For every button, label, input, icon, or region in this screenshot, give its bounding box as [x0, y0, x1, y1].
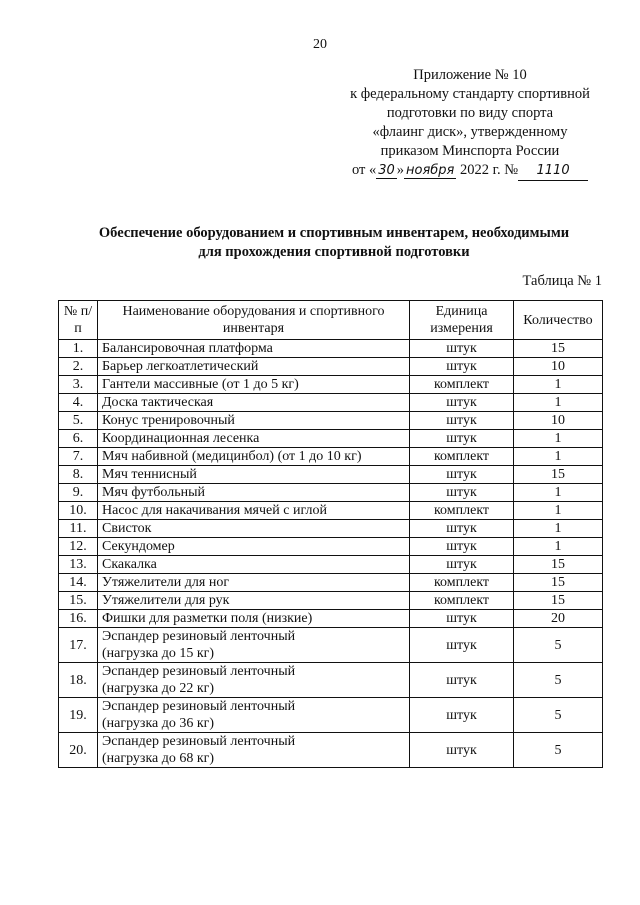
title-line-2: для прохождения спортивной подготовки: [198, 244, 470, 260]
handwritten-day: 30: [378, 163, 395, 178]
row-name: Насос для накачивания мячей с иглой: [98, 502, 410, 520]
table-label: Таблица № 1: [522, 273, 602, 289]
row-qty: 1: [514, 448, 603, 466]
row-num: 8.: [59, 466, 98, 484]
row-num: 14.: [59, 574, 98, 592]
header-num: № п/п: [59, 301, 98, 340]
handwritten-order-number: 1110: [518, 161, 588, 181]
appendix-line-4: «флаинг диск», утвержденному: [372, 124, 568, 140]
table-row: [59, 520, 603, 538]
row-name-line-2: (нагрузка до 68 кг): [102, 751, 215, 766]
row-unit: штук: [410, 484, 514, 502]
row-qty: 5: [514, 698, 603, 733]
date-mid: »: [396, 162, 405, 178]
row-num: 19.: [59, 698, 98, 733]
row-qty: 1: [514, 538, 603, 556]
row-unit: штук: [410, 412, 514, 430]
header-name: Наименование оборудования и спортивного инвентаря: [98, 301, 410, 340]
row-unit: штук: [410, 520, 514, 538]
row-name: Скакалка: [98, 556, 410, 574]
row-name: Утяжелители для рук: [98, 592, 410, 610]
table-row: [59, 698, 603, 733]
table-header-row: [59, 301, 603, 340]
row-unit: комплект: [410, 502, 514, 520]
date-prefix: от «: [351, 162, 377, 178]
table-row: [59, 484, 603, 502]
row-name: Мяч футбольный: [98, 484, 410, 502]
row-num: 6.: [59, 430, 98, 448]
table-row: [59, 556, 603, 574]
row-unit: комплект: [410, 574, 514, 592]
table-row: [59, 663, 603, 698]
row-unit: штук: [410, 556, 514, 574]
row-name: Координационная лесенка: [98, 430, 410, 448]
table-row: [59, 610, 603, 628]
row-name: Гантели массивные (от 1 до 5 кг): [98, 376, 410, 394]
handwritten-month: ноября: [406, 163, 455, 178]
row-name: Мяч теннисный: [98, 466, 410, 484]
row-qty: 10: [514, 412, 603, 430]
row-name: Утяжелители для ног: [98, 574, 410, 592]
date-year: 2022 г. №: [460, 162, 519, 178]
title-line-1: Обеспечение оборудованием и спортивным инвентарем, необходимыми: [98, 225, 570, 241]
row-num: 3.: [59, 376, 98, 394]
row-name: [98, 733, 410, 768]
equipment-table: [58, 300, 603, 768]
table-row: [59, 430, 603, 448]
row-qty: 10: [514, 358, 603, 376]
row-num: 5.: [59, 412, 98, 430]
row-name-line-1: Эспандер резиновый ленточный: [102, 629, 296, 644]
table-row: [59, 340, 603, 358]
table-row: [59, 358, 603, 376]
appendix-block: [310, 66, 630, 181]
row-num: 13.: [59, 556, 98, 574]
row-unit: штук: [410, 733, 514, 768]
row-name: Фишки для разметки поля (низкие): [98, 610, 410, 628]
row-name: Секундомер: [98, 538, 410, 556]
row-qty: 1: [514, 376, 603, 394]
row-unit: штук: [410, 698, 514, 733]
row-num: 18.: [59, 663, 98, 698]
row-qty: 15: [514, 592, 603, 610]
table-row: [59, 394, 603, 412]
row-num: 11.: [59, 520, 98, 538]
appendix-date-line: [310, 161, 630, 181]
row-num: 2.: [59, 358, 98, 376]
row-qty: 15: [514, 574, 603, 592]
row-num: 1.: [59, 340, 98, 358]
row-unit: штук: [410, 466, 514, 484]
page-number: 20: [313, 37, 327, 52]
document-title: [60, 224, 608, 262]
row-qty: 15: [514, 466, 603, 484]
row-name: [98, 663, 410, 698]
row-unit: комплект: [410, 376, 514, 394]
appendix-line-3: подготовки по виду спорта: [386, 105, 554, 121]
table-row: [59, 538, 603, 556]
row-num: 9.: [59, 484, 98, 502]
row-unit: штук: [410, 430, 514, 448]
table-row: [59, 574, 603, 592]
appendix-line-5: приказом Минспорта России: [380, 143, 560, 159]
row-qty: 5: [514, 733, 603, 768]
row-qty: 15: [514, 556, 603, 574]
row-name: [98, 628, 410, 663]
row-name: Конус тренировочный: [98, 412, 410, 430]
row-name-line-1: Эспандер резиновый ленточный: [102, 664, 296, 679]
row-num: 12.: [59, 538, 98, 556]
table-row: [59, 592, 603, 610]
row-qty: 1: [514, 394, 603, 412]
row-name: Барьер легкоатлетический: [98, 358, 410, 376]
row-name: Мяч набивной (медицинбол) (от 1 до 10 кг): [98, 448, 410, 466]
row-num: 20.: [59, 733, 98, 768]
header-unit: Единица измерения: [410, 301, 514, 340]
table-row: [59, 466, 603, 484]
appendix-line-1: Приложение № 10: [413, 67, 527, 83]
table-row: [59, 448, 603, 466]
row-name: Доска тактическая: [98, 394, 410, 412]
row-unit: штук: [410, 340, 514, 358]
row-unit: штук: [410, 538, 514, 556]
row-qty: 15: [514, 340, 603, 358]
header-qty: Количество: [514, 301, 603, 340]
row-num: 10.: [59, 502, 98, 520]
row-name: Балансировочная платформа: [98, 340, 410, 358]
row-name-line-1: Эспандер резиновый ленточный: [102, 699, 296, 714]
row-unit: штук: [410, 610, 514, 628]
row-qty: 20: [514, 610, 603, 628]
row-unit: комплект: [410, 448, 514, 466]
row-num: 17.: [59, 628, 98, 663]
row-qty: 1: [514, 502, 603, 520]
row-name: [98, 698, 410, 733]
table-row: [59, 412, 603, 430]
row-num: 7.: [59, 448, 98, 466]
row-unit: штук: [410, 663, 514, 698]
row-name: Свисток: [98, 520, 410, 538]
row-num: 4.: [59, 394, 98, 412]
row-num: 16.: [59, 610, 98, 628]
row-qty: 5: [514, 628, 603, 663]
row-unit: комплект: [410, 592, 514, 610]
row-qty: 1: [514, 484, 603, 502]
row-qty: 1: [514, 520, 603, 538]
row-qty: 5: [514, 663, 603, 698]
table-row: [59, 628, 603, 663]
row-unit: штук: [410, 358, 514, 376]
row-qty: 1: [514, 430, 603, 448]
row-name-line-2: (нагрузка до 36 кг): [102, 716, 215, 731]
row-unit: штук: [410, 394, 514, 412]
table-row: [59, 733, 603, 768]
row-num: 15.: [59, 592, 98, 610]
row-name-line-2: (нагрузка до 15 кг): [102, 646, 215, 661]
row-name-line-2: (нагрузка до 22 кг): [102, 681, 215, 696]
row-name-line-1: Эспандер резиновый ленточный: [102, 734, 296, 749]
table-row: [59, 376, 603, 394]
appendix-line-2: к федеральному стандарту спортивной: [350, 86, 590, 102]
table-row: [59, 502, 603, 520]
row-unit: штук: [410, 628, 514, 663]
